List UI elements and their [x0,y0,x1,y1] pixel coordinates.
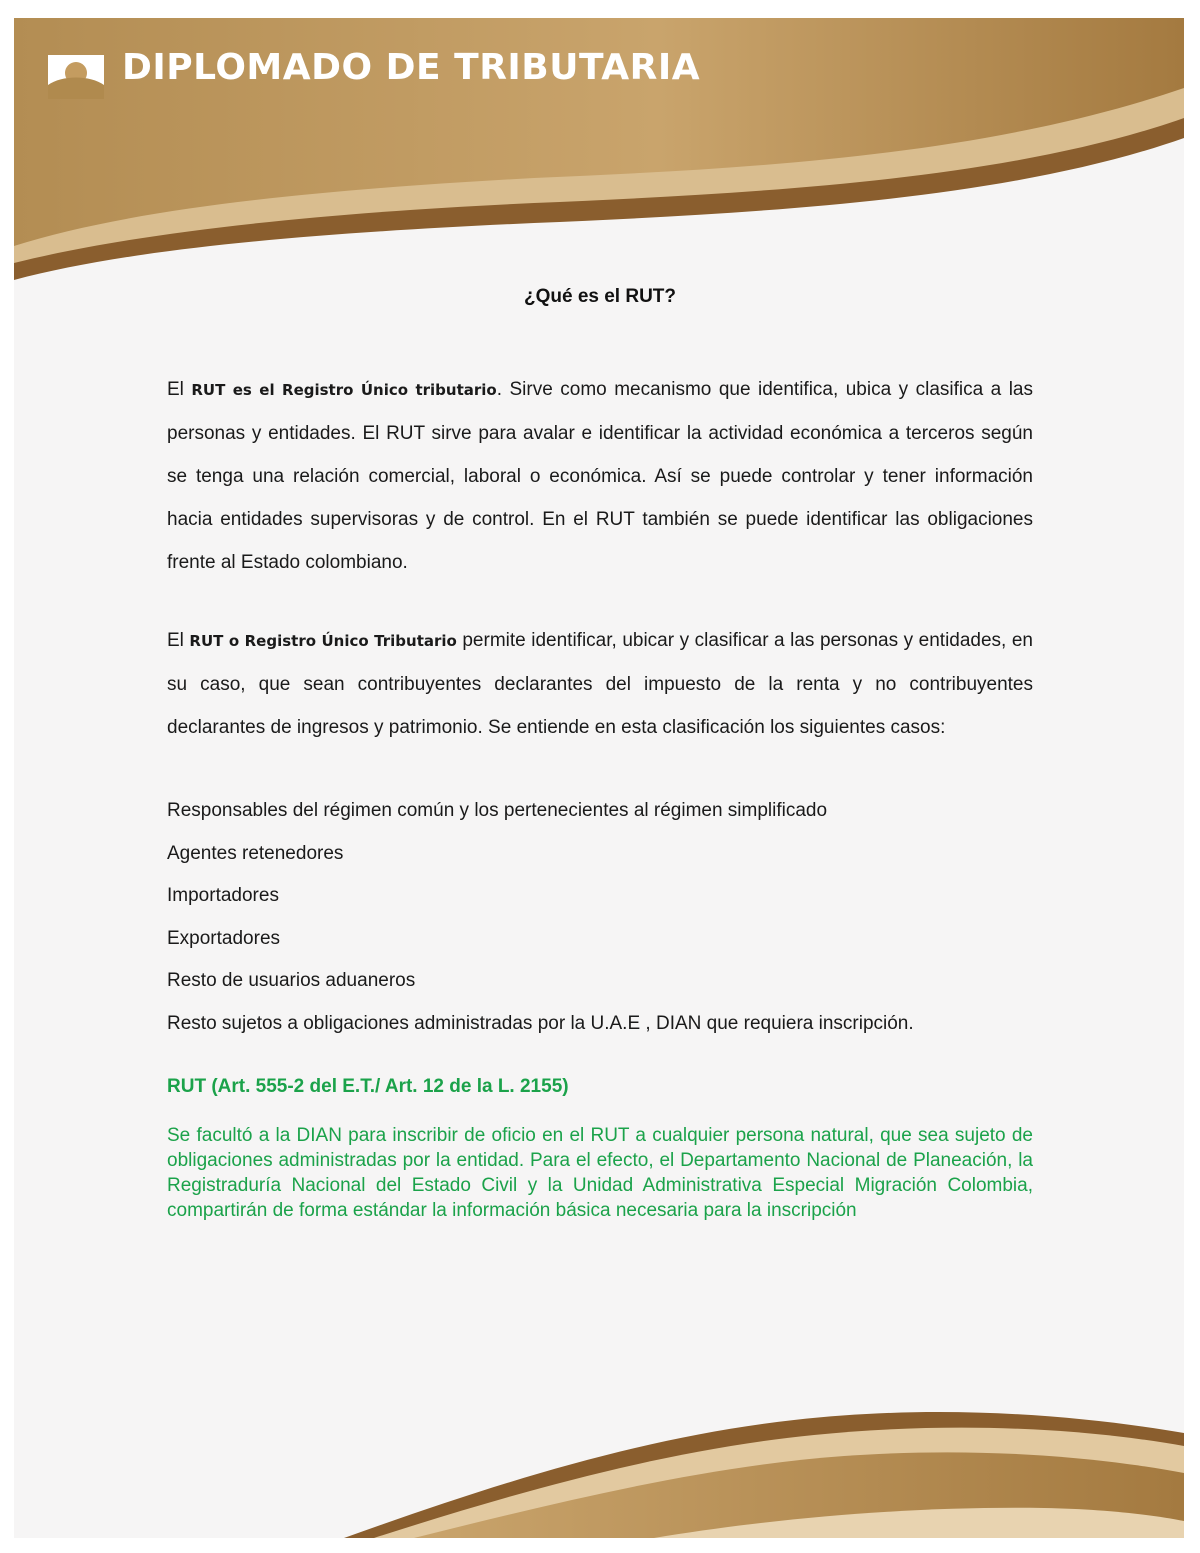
article-heading: RUT (Art. 555-2 del E.T./ Art. 12 de la L. 2155) [167,1076,569,1097]
list-item: Responsables del régimen común y los pertenecientes al régimen simplificado [167,800,828,821]
article-body: Se facultó a la DIAN para inscribir de oficio en el RUT a cualquier persona natural, que sea sujeto de obligaciones administradas por la entidad. Para el efecto, el Departamento Nacional de Planeación, la Registraduría Nacional del Estado Civil y la Unidad Administrativa Especial Migración Colombia, compartirán de forma estándar la información básica necesaria para la inscripción [167,1125,1033,1221]
paragraph-text: . Sirve como mecanismo que identifica, ubica y clasifica a las personas y entidades. El RUT sirve para avalar e identificar la actividad económica a terceros según se tenga una relación comercial, laboral o económica. Así se puede controlar y tener información hacia entidades supervisoras y de control. En el RUT también se puede identificar las obligaciones frente al Estado colombiano. [167,379,1033,573]
page-title: ¿Qué es el RUT? [523,286,677,307]
paragraph-text: El [167,630,190,651]
paragraph-text: permite identificar, ubicar y clasificar a las personas y entidades, en su caso, que sean contribuyentes declarantes del impuesto de la renta y no contribuyentes declarantes de ingresos y patrimonio. Se entiende en esta clasificación los siguientes casos: [167,630,1033,738]
list-item: Exportadores [167,927,281,949]
document-page [14,18,1184,1538]
logo-icon [48,55,104,99]
brand-title: DIPLOMADO DE TRIBUTARIA [122,47,701,88]
paragraph-rut-definition [167,368,1033,584]
footer-wave-decoration [14,18,1184,1538]
list-item: Resto sujetos a obligaciones administradas por la U.A.E , DIAN que requiera inscripción. [167,1012,914,1034]
list-item: Importadores [167,885,279,906]
paragraph-rut-purpose [167,619,1033,749]
keyword-bold: RUT es el Registro Único tributario [191,381,497,399]
cases-list [167,797,914,1052]
paragraph-text: El [167,379,192,400]
keyword-bold: RUT o Registro Único Tributario [189,632,457,650]
list-item: Resto de usuarios aduaneros [167,970,416,991]
list-item: Agentes retenedores [167,842,344,864]
